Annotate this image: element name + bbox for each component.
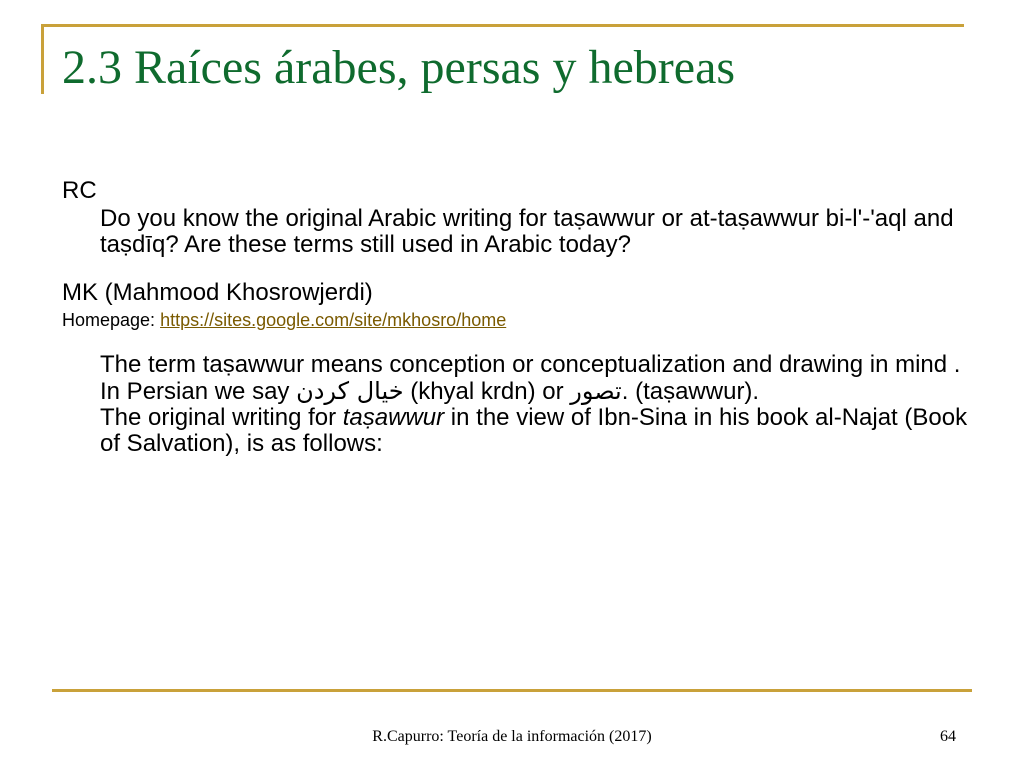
answer-emphasis-tasawwur: taṣawwur	[342, 404, 445, 431]
slide-title: 2.3 Raíces árabes, persas y hebreas	[62, 41, 736, 94]
homepage-line	[62, 308, 972, 332]
rc-question: Do you know the original Arabic writing for taṣawwur or at-taṣawwur bi-l'-'aql and taṣdīq? Are these terms still used in Arabic today?	[100, 205, 954, 258]
slide-footer: R.Capurro: Teoría de la información (2017)	[372, 728, 652, 745]
top-frame-rule	[44, 24, 964, 27]
slide-content	[62, 176, 972, 457]
answer-text-2b: in the view of Ibn-Sina in his book al-Najat (Book of Salvation), is as follows:	[100, 404, 968, 457]
mk-answer-paragraph-1	[100, 352, 972, 405]
left-frame-rule	[41, 24, 44, 94]
answer-text-1a: The term taṣawwur means conception or conceptualization and drawing in mind . In Persian we say	[100, 351, 961, 405]
footer-rule	[52, 689, 972, 692]
mk-answer-paragraph-2	[100, 405, 972, 457]
answer-text-1c: . (taṣawwur).	[621, 378, 760, 405]
homepage-label: Homepage:	[62, 310, 161, 330]
rc-label: RC	[62, 177, 97, 204]
persian-tasawwur: تصور	[570, 377, 622, 405]
mk-label: MK (Mahmood Khosrowjerdi)	[62, 279, 373, 306]
page-number: 64	[940, 728, 956, 745]
homepage-link[interactable]: https://sites.google.com/site/mkhosro/home	[160, 310, 507, 330]
answer-text-1b: (khyal krdn) or	[403, 378, 571, 405]
answer-text-2a: The original writing for	[100, 404, 343, 431]
persian-khyal-krdn: خیال کردن	[296, 377, 404, 405]
